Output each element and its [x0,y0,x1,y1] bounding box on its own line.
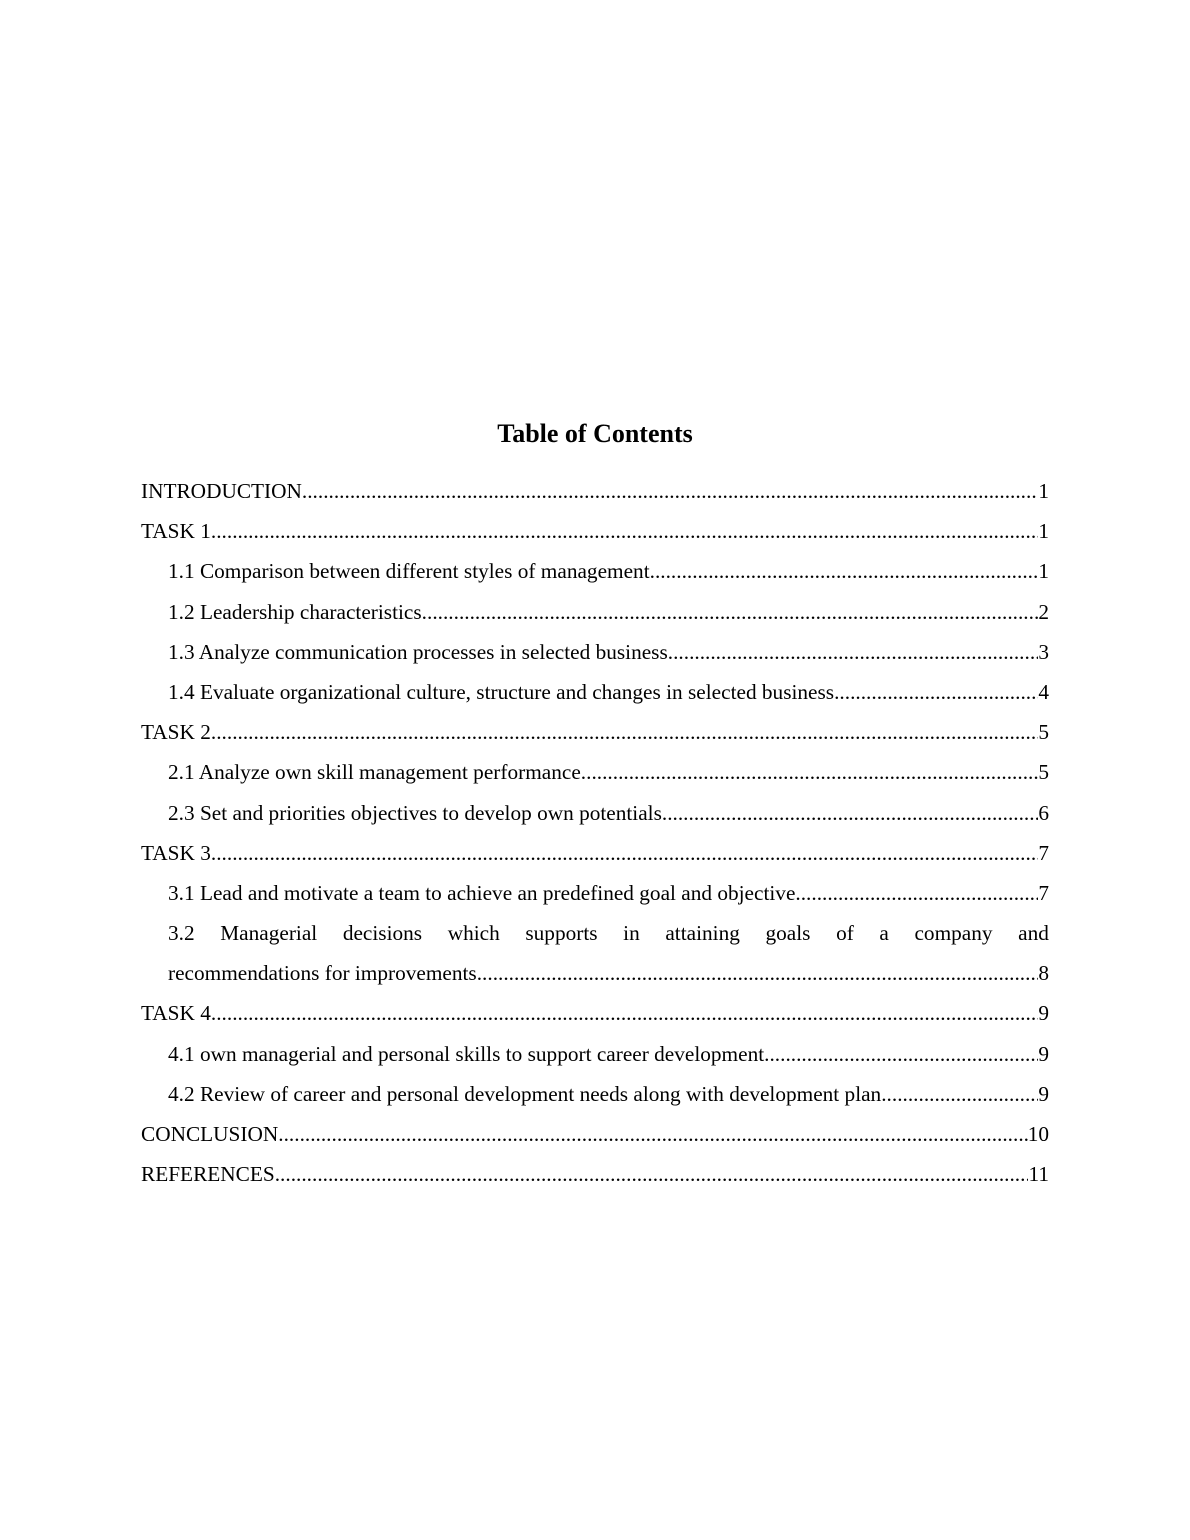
toc-entry-label: 1.4 Evaluate organizational culture, structure and changes in selected business [168,679,835,704]
toc-entry-label: INTRODUCTION [141,479,302,503]
toc-entry-label: 1.2 Leadership characteristics [168,599,422,624]
toc-page-number: 10 [1027,1122,1049,1146]
toc-leader-dots [764,1034,1038,1074]
toc-entry-label-line-2 [168,953,1049,993]
toc-list [141,471,1049,1194]
toc-page-number: 3 [1038,639,1049,664]
toc-entry-label: 3.1 Lead and motivate a team to achieve an predefined goal and objective [168,880,796,905]
toc-entry-1-4[interactable] [141,672,1049,712]
toc-word: of [836,921,854,946]
toc-leader-dots [211,511,1038,551]
toc-entry-task-4[interactable] [141,993,1049,1033]
toc-entry-label: 1.3 Analyze communication processes in selected business [168,639,668,664]
toc-entry-introduction[interactable] [141,471,1049,511]
toc-page-number: 7 [1038,880,1049,905]
toc-entry-2-3[interactable] [141,793,1049,833]
toc-entry-label: 4.1 own managerial and personal skills to support career development [168,1041,765,1066]
toc-page-number: 7 [1038,840,1049,865]
toc-page-number: 1 [1038,519,1049,544]
toc-word: company [914,921,993,946]
toc-leader-dots [650,551,1039,591]
toc-word: Managerial [220,921,318,946]
toc-page-number: 4 [1038,679,1049,704]
toc-leader-dots [211,712,1038,752]
toc-word: a [879,921,889,946]
toc-entry-label: TASK 4 [141,1001,211,1026]
toc-word: in [623,921,640,946]
toc-leader-dots [795,873,1038,913]
toc-page-number: 5 [1038,720,1049,745]
toc-leader-dots [662,793,1038,833]
toc-entry-task-2[interactable] [141,712,1049,752]
toc-entry-conclusion[interactable] [141,1114,1049,1154]
toc-entry-2-1[interactable] [141,752,1049,792]
toc-word: decisions [342,921,423,946]
toc-entry-1-1[interactable] [141,551,1049,591]
toc-entry-references[interactable] [141,1154,1049,1194]
toc-leader-dots [477,953,1039,993]
toc-page-number: 2 [1038,599,1049,624]
toc-page-number: 5 [1038,760,1049,785]
toc-entry-label: REFERENCES [141,1162,275,1187]
toc-entry-label: TASK 2 [141,720,211,745]
toc-entry-3-1[interactable] [141,873,1049,913]
toc-leader-dots [302,471,1038,511]
toc-leader-dots [834,672,1038,712]
toc-entry-label-line-1 [168,913,1049,953]
toc-entry-label: recommendations for improvements [168,961,477,986]
toc-entry-1-3[interactable] [141,632,1049,672]
toc-page-number: 1 [1038,479,1049,503]
toc-leader-dots [668,632,1039,672]
toc-word: attaining [665,921,740,946]
toc-entry-3-2[interactable] [141,913,1049,993]
toc-leader-dots [211,993,1038,1033]
toc-word: 3.2 [168,921,195,946]
toc-page-number: 9 [1038,1041,1049,1066]
toc-entry-label: TASK 3 [141,840,211,865]
toc-page-number: 1 [1038,559,1049,584]
toc-leader-dots [275,1154,1029,1194]
toc-page-number: 9 [1038,1001,1049,1026]
toc-word: supports [525,921,598,946]
toc-leader-dots [278,1114,1027,1154]
toc-entry-label: TASK 1 [141,519,211,544]
toc-word: goals [765,921,811,946]
toc-page-number: 8 [1038,961,1049,986]
toc-page-number: 6 [1038,800,1049,825]
toc-entry-task-3[interactable] [141,833,1049,873]
toc-entry-label: 2.1 Analyze own skill management performance [168,760,581,785]
toc-entry-4-1[interactable] [141,1034,1049,1074]
toc-entry-4-2[interactable] [141,1074,1049,1114]
toc-leader-dots [422,592,1039,632]
toc-leader-dots [881,1074,1038,1114]
toc-page-number: 11 [1028,1162,1049,1187]
toc-entry-1-2[interactable] [141,592,1049,632]
toc-page-number: 9 [1038,1081,1049,1106]
toc-entry-label: 1.1 Comparison between different styles of management [168,559,650,584]
toc-word: which [447,921,500,946]
toc-title: Table of Contents [497,419,693,448]
toc-entry-label: CONCLUSION [141,1122,279,1146]
toc-entry-label: 2.3 Set and priorities objectives to develop own potentials [168,800,662,825]
toc-leader-dots [581,752,1039,792]
toc-entry-task-1[interactable] [141,511,1049,551]
toc-word: and [1018,921,1049,946]
toc-leader-dots [211,833,1038,873]
toc-entry-label: 4.2 Review of career and personal development needs along with development plan [168,1081,882,1106]
